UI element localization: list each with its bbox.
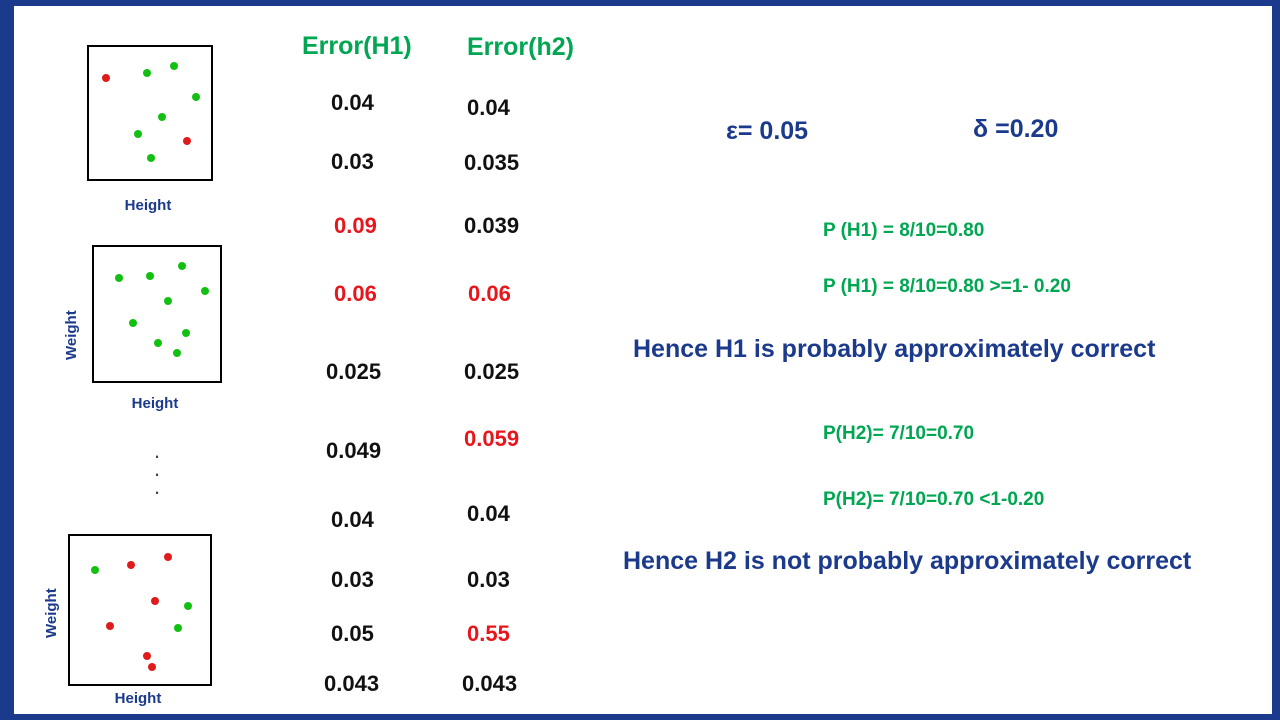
error-h1-value-2: 0.03 xyxy=(331,149,374,174)
error-h2-value-10: 0.043 xyxy=(462,671,518,696)
error-h1-value-5: 0.025 xyxy=(326,359,382,384)
plot-2-point-3 xyxy=(178,262,186,270)
plot-2-area xyxy=(92,245,222,383)
scatter-plot-3 xyxy=(40,530,240,710)
plot-1-x-axis-label: Height xyxy=(124,197,172,214)
frame-edge-right xyxy=(1272,0,1280,720)
plot-2-point-2 xyxy=(146,272,154,280)
plot-1-point-6 xyxy=(183,137,191,145)
vertical-ellipsis xyxy=(140,438,174,499)
error-h1-value-8: 0.03 xyxy=(331,567,374,592)
plot-2-x-axis-label: Height xyxy=(131,395,179,412)
plot-3-point-5 xyxy=(184,602,192,610)
column-header-error-h2: Error(h2) xyxy=(467,33,574,61)
plot-1-point-3 xyxy=(170,62,178,70)
plot-2-y-axis-label: Weight xyxy=(63,310,80,360)
plot-2-point-6 xyxy=(129,319,137,327)
plot-3-x-axis-label: Height xyxy=(114,690,162,707)
error-h2-value-9: 0.55 xyxy=(467,621,510,646)
error-h2-value-7: 0.04 xyxy=(467,501,510,526)
error-h2-value-8: 0.03 xyxy=(467,567,510,592)
plot-2-point-4 xyxy=(164,297,172,305)
ellipsis-dot-1: . xyxy=(153,438,161,463)
error-h1-value-9: 0.05 xyxy=(331,621,374,646)
error-h2-value-2: 0.035 xyxy=(464,150,520,175)
error-h2-value-6: 0.059 xyxy=(464,426,520,451)
plot-3-area xyxy=(68,534,212,686)
frame-edge-left xyxy=(0,0,14,720)
plot-2-point-1 xyxy=(115,274,123,282)
probability-h2-line-2: P(H2)= 7/10=0.70 <1-0.20 xyxy=(823,489,1045,510)
plot-1-point-4 xyxy=(192,93,200,101)
conclusion-h2: Hence H2 is not probably approximately correct xyxy=(623,547,1192,575)
frame-edge-bottom xyxy=(0,714,1280,720)
error-h1-value-1: 0.04 xyxy=(331,90,374,115)
plot-3-point-4 xyxy=(151,597,159,605)
plot-3-point-3 xyxy=(164,553,172,561)
error-h2-value-3: 0.039 xyxy=(464,213,520,238)
plot-3-point-1 xyxy=(91,566,99,574)
plot-2-point-5 xyxy=(201,287,209,295)
delta-value: δ =0.20 xyxy=(973,115,1059,143)
epsilon-value: ε= 0.05 xyxy=(726,117,809,145)
scatter-plot-2 xyxy=(60,240,260,430)
error-h2-value-1: 0.04 xyxy=(467,95,510,120)
probability-h2-line-1: P(H2)= 7/10=0.70 xyxy=(823,423,975,444)
conclusion-h1: Hence H1 is probably approximately correct xyxy=(633,335,1156,363)
ellipsis-dot-2: . xyxy=(153,456,161,481)
scatter-plot-1 xyxy=(55,42,255,232)
error-h2-value-4: 0.06 xyxy=(468,281,511,306)
plot-3-point-2 xyxy=(127,561,135,569)
error-h1-value-7: 0.04 xyxy=(331,507,374,532)
plot-3-point-9 xyxy=(148,663,156,671)
plot-1-point-8 xyxy=(147,154,155,162)
error-h2-value-5: 0.025 xyxy=(464,359,520,384)
plot-1-point-1 xyxy=(102,74,110,82)
plot-2-point-9 xyxy=(182,329,190,337)
error-h1-value-6: 0.049 xyxy=(326,438,382,463)
plot-3-point-7 xyxy=(174,624,182,632)
plot-1-point-2 xyxy=(143,69,151,77)
plot-3-y-axis-label: Weight xyxy=(43,588,60,638)
probability-h1-line-2: P (H1) = 8/10=0.80 >=1- 0.20 xyxy=(823,276,1071,297)
plot-3-point-6 xyxy=(106,622,114,630)
plot-3-point-8 xyxy=(143,652,151,660)
ellipsis-dot-3: . xyxy=(153,474,161,499)
error-h1-value-4: 0.06 xyxy=(334,281,377,306)
column-header-error-h1: Error(H1) xyxy=(302,32,412,60)
plot-2-point-7 xyxy=(154,339,162,347)
plot-1-point-7 xyxy=(134,130,142,138)
plot-1-area xyxy=(87,45,213,181)
error-h1-value-10: 0.043 xyxy=(324,671,380,696)
plot-2-point-8 xyxy=(173,349,181,357)
error-h1-value-3: 0.09 xyxy=(334,213,377,238)
plot-1-point-5 xyxy=(158,113,166,121)
probability-h1-line-1: P (H1) = 8/10=0.80 xyxy=(823,220,985,241)
